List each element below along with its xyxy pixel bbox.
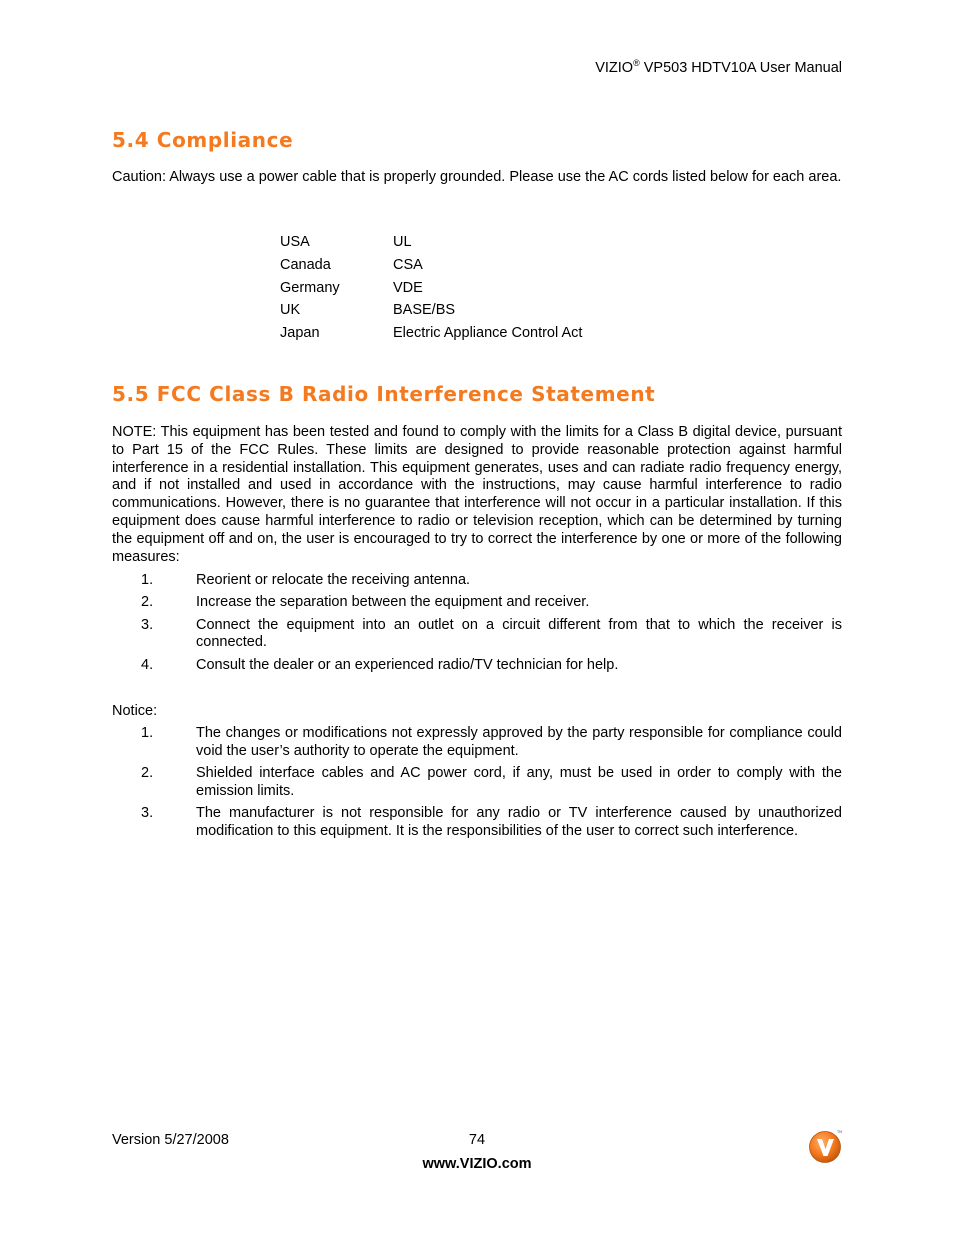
vizio-v-logo-icon: [808, 1128, 844, 1164]
registered-mark: ®: [633, 58, 640, 68]
list-text: Shielded interface cables and AC power cord, if any, must be used in order to comply with the emission limits.: [196, 765, 842, 799]
area-country: USA: [280, 234, 310, 250]
area-country: Japan: [280, 325, 320, 342]
list-number: 1.: [141, 572, 154, 588]
area-standard: UL: [393, 234, 412, 250]
area-country: Germany: [280, 279, 340, 296]
svg-text:TM: TM: [837, 1130, 843, 1134]
notice-label: Notice:: [112, 703, 158, 719]
measures-list: [112, 572, 842, 679]
list-item: [112, 594, 842, 612]
table-row: [280, 299, 582, 322]
footer-version: Version 5/27/2008: [112, 1132, 229, 1148]
area-standard: BASE/BS: [393, 302, 456, 319]
area-standard: CSA: [393, 256, 423, 273]
page-header: [112, 58, 842, 76]
ac-cord-table: [280, 231, 582, 345]
list-number: 2.: [141, 594, 154, 611]
list-number: 2.: [141, 765, 154, 782]
list-item: [112, 657, 842, 675]
table-row: [280, 277, 582, 300]
table-row: [280, 254, 582, 277]
header-brand: VIZIO: [595, 59, 634, 76]
list-text: The changes or modifications not expressly approved by the party responsible for compliance could void the user’s authority to operate the equipment.: [196, 725, 842, 759]
list-number: 4.: [141, 656, 154, 673]
list-item: [112, 765, 842, 801]
caution-paragraph: Caution: Always use a power cable that is properly grounded. Please use the AC cords listed below for each area.: [112, 169, 842, 185]
section-title-compliance: 5.4 Compliance: [112, 128, 294, 152]
list-item: [112, 572, 842, 590]
list-item: [112, 805, 842, 841]
list-number: 3.: [141, 616, 154, 633]
footer-url: www.VIZIO.com: [422, 1156, 532, 1172]
list-text: Connect the equipment into an outlet on a circuit different from that to which the receiver is connected.: [196, 616, 842, 651]
list-text: Increase the separation between the equipment and receiver.: [196, 594, 590, 611]
section-title-fcc: 5.5 FCC Class B Radio Interference Statement: [112, 382, 656, 406]
list-text: Consult the dealer or an experienced radio/TV technician for help.: [196, 656, 619, 673]
area-country: UK: [280, 302, 301, 319]
list-text: The manufacturer is not responsible for any radio or TV interference caused by unauthorized modification to this equipment. It is the responsibilities of the user to correct such interference.: [196, 805, 842, 839]
footer-page-number: 74: [468, 1132, 486, 1148]
list-text: Reorient or relocate the receiving antenna.: [196, 572, 471, 588]
table-row: [280, 322, 582, 345]
list-item: [112, 725, 842, 761]
notice-list: [112, 725, 842, 845]
area-country: Canada: [280, 256, 331, 273]
fcc-note-paragraph: NOTE: This equipment has been tested and found to comply with the limits for a Class B digital device, pursuant to Part 15 of the FCC Rules. These limits are designed to provide reasonable protection against harmful interference in a residential installation. This equipment generates, uses and can radiate radio frequency energy, and if not installed and used in accordance with the instructions, may cause harmful interference to radio communications. However, there is no guarantee that interference will not occur in a particular installation. If this equipment does cause harmful interference to radio or television reception, which can be determined by turning the equipment off and on, the user is encouraged to try to correct the interference by one or more of the following measures:: [112, 424, 842, 565]
area-standard: Electric Appliance Control Act: [393, 325, 583, 342]
header-title: VP503 HDTV10A User Manual: [639, 59, 842, 76]
list-number: 3.: [141, 805, 154, 822]
area-standard: VDE: [393, 279, 423, 296]
list-number: 1.: [141, 725, 154, 741]
table-row: [280, 231, 582, 254]
list-item: [112, 617, 842, 653]
